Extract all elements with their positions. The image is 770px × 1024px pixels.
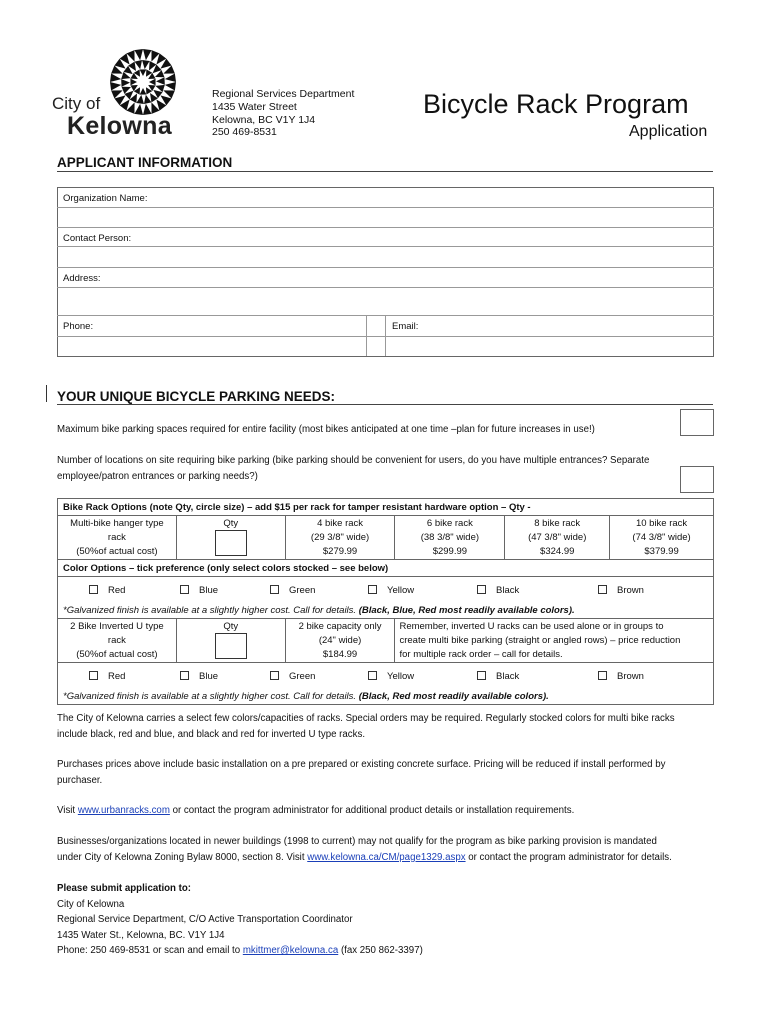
paragraph-text: Visit (57, 805, 78, 816)
color-label: Brown (617, 585, 644, 596)
paragraph-text: or contact the program administrator for additional product details or installation requirements. (169, 805, 575, 816)
color-brown-option[interactable] (598, 585, 644, 596)
color-label: Yellow (387, 671, 415, 682)
size-6-price: $299.99 (395, 544, 505, 559)
inverted-note-3: for multiple rack order – call for details. (395, 647, 714, 662)
emblem-segment (142, 60, 150, 69)
pricing-paragraph (57, 757, 722, 788)
emblem-segment (144, 95, 151, 104)
emblem-segment (140, 88, 147, 95)
color-label: Red (108, 671, 126, 682)
locations-question-line2: employee/patron entrances or parking needs?) (57, 471, 258, 482)
row-divider (57, 227, 714, 228)
email-link[interactable]: mkittmer@kelowna.ca (242, 945, 339, 956)
color-label: Brown (617, 671, 644, 682)
checkbox-icon[interactable] (368, 585, 377, 594)
multi-qty-input[interactable] (215, 530, 247, 556)
color-label: Blue (199, 671, 219, 682)
color-row-2 (58, 663, 713, 689)
phone-field[interactable] (58, 337, 365, 356)
submit-text: (fax 250 862-3397) (338, 945, 423, 956)
emblem-segment (165, 82, 176, 91)
galvanized-note-colors: (Black, Blue, Red most readily available colors). (358, 605, 575, 616)
color-label: Green (289, 671, 316, 682)
size-8-width: (47 3/8" wide) (505, 530, 610, 544)
inverted-type-label-3: (50%of actual cost) (58, 647, 177, 662)
color-label: Red (108, 585, 126, 596)
paragraph-text: under City of Kelowna Zoning Bylaw 8000, section 8. Visit (57, 851, 308, 863)
visit-paragraph (57, 803, 722, 819)
color-blue-option[interactable] (180, 585, 218, 596)
checkbox-icon[interactable] (598, 585, 607, 594)
change-bar (46, 385, 47, 402)
submit-text: Phone: 250 469-8531 or scan and email to (57, 945, 243, 956)
submit-line: City of Kelowna (57, 898, 125, 910)
size-4-price: $279.99 (285, 544, 395, 559)
emblem-segment (110, 82, 121, 91)
submit-line: 1435 Water St., Kelowna, BC. V1Y 1J4 (57, 929, 225, 941)
inv-color-blue-option[interactable] (180, 671, 218, 682)
inv-color-yellow-option[interactable] (368, 671, 414, 682)
inverted-type-label-2: rack (58, 633, 177, 647)
emblem-segment (149, 79, 156, 86)
galvanized-note-text: *Galvanized finish is available at a slightly higher cost. Call for details. (63, 691, 359, 702)
max-spaces-question: Maximum bike parking spaces required for entire facility (most bikes anticipated at one time –plan for future increases in use!) (57, 424, 595, 435)
checkbox-icon[interactable] (89, 585, 98, 594)
paragraph-text: or contact the program administrator for details. (465, 851, 672, 863)
size-8-name[interactable]: 8 bike rack (505, 516, 610, 531)
galvanized-note-1 (58, 603, 714, 619)
size-10-width: (74 3/8" wide) (610, 530, 714, 544)
color-label: Yellow (387, 585, 415, 596)
size-4-width: (29 3/8" wide) (285, 530, 395, 544)
inv-color-red-option[interactable] (89, 671, 125, 682)
col-divider (366, 316, 367, 356)
size-10-name[interactable]: 10 bike rack (610, 516, 714, 531)
inverted-qty-label: Qty (176, 619, 285, 634)
logo-kelowna: Kelowna (67, 112, 172, 140)
size-4-name[interactable]: 4 bike rack (285, 516, 395, 531)
contact-person-field[interactable] (58, 247, 713, 267)
kelowna-emblem-icon (107, 46, 179, 118)
checkbox-icon[interactable] (477, 671, 486, 680)
email-label: Email: (392, 321, 419, 332)
rack-options-header: Bike Rack Options (note Qty, circle size) – add $15 per rack for tamper resistant hardware option – Qty - (58, 499, 714, 516)
address-field[interactable] (58, 288, 713, 315)
emblem-segment (135, 60, 142, 69)
phone-label: Phone: (63, 321, 94, 332)
rack-options-table (57, 498, 714, 705)
emblem-segment (143, 49, 152, 60)
org-name-label: Organization Name: (63, 193, 148, 204)
checkbox-icon[interactable] (180, 585, 189, 594)
kelowna-bylaw-link[interactable]: www.kelowna.ca/CM/page1329.aspx (307, 851, 466, 863)
page-subtitle: Application (629, 123, 708, 140)
emblem-segment (140, 69, 147, 76)
dept-city: Kelowna, BC V1Y 1J4 (212, 113, 316, 126)
color-label: Green (289, 585, 316, 596)
org-name-field[interactable] (58, 208, 713, 227)
inv-color-black-option[interactable] (477, 671, 519, 682)
locations-question-line1: Number of locations on site requiring bike parking (bike parking should be convenient for users, do you have multiple entrances? Separate (57, 455, 650, 466)
multi-qty-label: Qty (176, 516, 285, 531)
inverted-note-2: create multi bike parking (straight or angled rows) – price reduction (395, 633, 714, 647)
checkbox-icon[interactable] (270, 585, 279, 594)
color-red-option[interactable] (89, 585, 125, 596)
checkbox-icon[interactable] (270, 671, 279, 680)
inv-color-brown-option[interactable] (598, 671, 644, 682)
color-yellow-option[interactable] (368, 585, 414, 596)
paragraph-line: include black, red and blue, and black and red for inverted U type racks. (57, 728, 366, 740)
emblem-segment (136, 95, 144, 104)
checkbox-icon[interactable] (368, 671, 377, 680)
inverted-qty-input[interactable] (215, 633, 247, 659)
inv-color-green-option[interactable] (270, 671, 315, 682)
dept-name: Regional Services Department (212, 88, 355, 100)
checkbox-icon[interactable] (89, 671, 98, 680)
address-label: Address: (63, 273, 101, 284)
checkbox-icon[interactable] (180, 671, 189, 680)
checkbox-icon[interactable] (598, 671, 607, 680)
submit-info (57, 881, 722, 959)
page-title: Bicycle Rack Program (423, 89, 689, 119)
emblem-segment (130, 79, 137, 86)
color-black-option[interactable] (477, 585, 519, 596)
inverted-width: (24" wide) (285, 633, 395, 647)
bylaw-paragraph (57, 834, 722, 865)
paragraph-line: The City of Kelowna carries a select few colors/capacities of racks. Special orders may be required. Regularly stocked colors for multi bike racks (57, 713, 675, 724)
emblem-segment (121, 79, 130, 87)
dept-phone: 250 469-8531 (212, 126, 277, 139)
section-divider (57, 171, 713, 172)
applicant-heading: APPLICANT INFORMATION (57, 155, 233, 170)
inverted-type-label: 2 Bike Inverted U type (58, 619, 177, 634)
inverted-price: $184.99 (285, 647, 395, 662)
size-8-price: $324.99 (505, 544, 610, 559)
emblem-segment (165, 73, 176, 82)
logo-city-of: City of (52, 94, 101, 113)
multi-type-label: Multi-bike hanger type (58, 516, 177, 531)
needs-heading: YOUR UNIQUE BICYCLE PARKING NEEDS: (57, 389, 336, 404)
row-divider (57, 267, 714, 268)
urbanracks-link[interactable]: www.urbanracks.com (77, 805, 170, 816)
galvanized-note-text: *Galvanized finish is available at a slightly higher cost. Call for details. (63, 605, 359, 616)
paragraph-line: Businesses/organizations located in newer buildings (1998 to current) may not qualify for the program as bike parking provision is mandated (57, 836, 657, 847)
size-6-name[interactable]: 6 bike rack (395, 516, 505, 531)
submit-line: Regional Service Department, C/O Active Transportation Coordinator (57, 914, 353, 925)
color-label: Black (496, 671, 520, 682)
emblem-segment (134, 49, 143, 60)
checkbox-icon[interactable] (477, 585, 486, 594)
color-options-header: Color Options – tick preference (only select colors stocked – see below) (58, 560, 714, 577)
multi-type-label-2: rack (58, 530, 177, 544)
galvanized-note-colors: (Black, Red most readily available colors). (358, 691, 549, 702)
color-green-option[interactable] (270, 585, 315, 596)
stock-colors-paragraph (57, 711, 722, 742)
inverted-capacity: 2 bike capacity only (285, 619, 395, 634)
section-divider (57, 404, 713, 405)
contact-person-label: Contact Person: (63, 233, 132, 244)
size-6-width: (38 3/8" wide) (395, 530, 505, 544)
paragraph-line: purchaser. (57, 774, 103, 786)
emblem-segment (156, 77, 165, 85)
emblem-segment (110, 73, 121, 82)
color-label: Black (496, 585, 520, 596)
inverted-note-1: Remember, inverted U racks can be used alone or in groups to (395, 619, 714, 634)
submit-heading: Please submit application to: (57, 883, 192, 894)
color-row-1 (58, 577, 713, 603)
department-address (212, 88, 354, 139)
galvanized-note-2 (58, 689, 714, 705)
dept-street: 1435 Water Street (212, 100, 297, 113)
locations-input[interactable] (680, 466, 714, 493)
max-spaces-input[interactable] (680, 409, 714, 436)
multi-type-label-3: (50%of actual cost) (58, 544, 177, 559)
color-label: Blue (199, 585, 219, 596)
size-10-price: $379.99 (610, 544, 714, 559)
paragraph-line: Purchases prices above include basic installation on a pre prepared or existing concrete surface. Pricing will be reduced if install performed by (57, 759, 666, 770)
email-field[interactable] (386, 337, 713, 356)
